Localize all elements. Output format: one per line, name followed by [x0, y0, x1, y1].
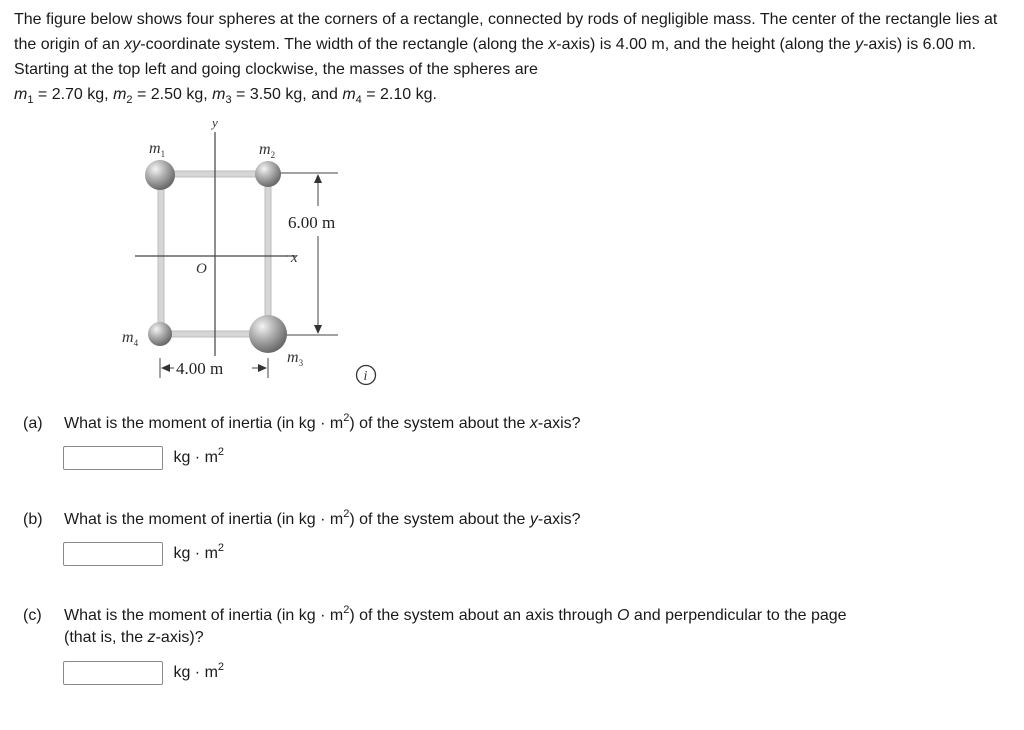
x-axis-label: x: [291, 250, 298, 266]
height-dimension: [275, 173, 338, 335]
svg-text:i: i: [363, 369, 368, 384]
question-b-text: What is the moment of inertia (in kg · $m^2$) of the system about the y-axis?: [64, 508, 581, 528]
question-c: [23, 605, 994, 649]
answer-b-input[interactable]: [63, 542, 163, 566]
answer-b-unit: kg · $m^2$: [173, 542, 225, 562]
question-b: [23, 509, 994, 531]
y-axis-label: y: [212, 115, 218, 130]
width-dimension: [160, 358, 268, 378]
m3-label: $m_3$: [287, 349, 304, 368]
problem-statement: The figure below shows four spheres at the corners of a rectangle, connected by rods of negligible mass. The center of the rectangle lies at the origin of an xy-coordinate system. The width of the rectangle (along the x-axis) is 4.00 m, and the height (along the y-axis) is 6.00 m. Starting at the top left and going clockwise, the masses of the spheres are $m_1 = 2.70$ kg, $m_2 = 2.50$ kg, $m_3 = 3.50$ kg, and $m_4 = 2.10$ kg.: [14, 11, 998, 106]
question-a: [23, 413, 994, 435]
question-c-label: (c): [23, 607, 42, 624]
answer-a-input[interactable]: [63, 446, 163, 470]
question-b-label: (b): [23, 511, 43, 528]
sphere-m3: [249, 315, 287, 353]
answer-a-row: [63, 446, 224, 470]
height-label: 6.00 m: [288, 213, 336, 232]
sphere-m1: [145, 160, 175, 190]
answer-a-unit: kg · $m^2$: [173, 446, 225, 466]
answer-b-row: [63, 542, 224, 566]
question-a-label: (a): [23, 415, 43, 432]
spheres-rectangle-figure: [120, 110, 420, 400]
origin-label: O: [196, 261, 207, 277]
sphere-m4: [148, 322, 172, 346]
answer-c-row: [63, 661, 224, 685]
m4-label: $m_4$: [122, 329, 139, 348]
answer-c-unit: kg · $m^2$: [173, 661, 225, 681]
info-icon[interactable]: [357, 366, 376, 385]
m1-label: $m_1$: [149, 140, 166, 159]
question-a-text: What is the moment of inertia (in kg · $m^2$) of the system about the x-axis?: [64, 412, 581, 432]
sphere-m2: [255, 161, 281, 187]
question-c-text: What is the moment of inertia (in kg · $m^2$) of the system about an axis through O and perpendicular to the page (that is, the z-axis)?: [64, 604, 847, 646]
m2-label: $m_2$: [259, 141, 276, 160]
width-label: 4.00 m: [176, 359, 224, 378]
answer-c-input[interactable]: [63, 661, 163, 685]
